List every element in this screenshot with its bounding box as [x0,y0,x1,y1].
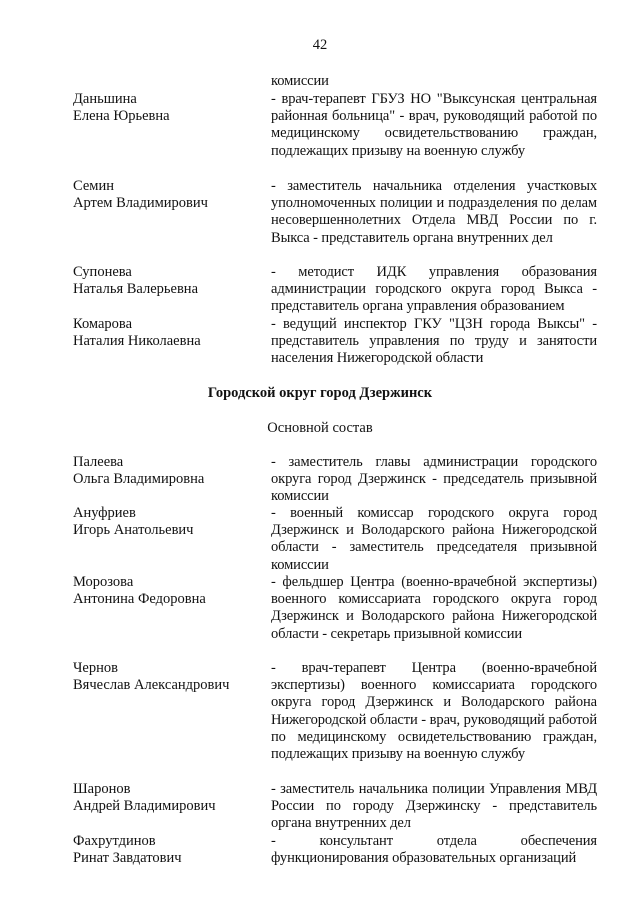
member-given-names: Вячеслав Александрович [73,677,230,694]
section-title: Городской округ город Дзержинск [207,385,433,401]
member-given-names: Наталия Николаевна [73,333,201,350]
member-role: - заместитель главы администрации городского округа город Дзержинск - председатель призывной комиссии [271,454,597,505]
member-name [73,264,263,298]
member-name [73,91,263,125]
member-name [73,316,263,350]
member-given-names: Артем Владимирович [73,195,208,212]
member-surname: Чернов [73,660,118,676]
member-surname: Супонева [73,264,132,280]
member-surname: Комарова [73,316,133,332]
member-surname: Семин [73,178,114,194]
member-role: - врач-терапевт Центра (военно-врачебной экспертизы) военного комиссариата городского округа город Дзержинск и Володарского района Нижегородской области - врач, руководящий работой по медицинскому освидетельствованию граждан, подлежащих призыву на военную службу [271,660,597,763]
page-number: 42 [312,37,328,53]
member-role: - врач-терапевт ГБУЗ НО "Выксунская центральная районная больница" - врач, руководящий работой по медицинскому освидетельствованию граждан, подлежащих призыву на военную службу [271,91,597,159]
member-name [73,781,263,815]
member-role: - фельдшер Центра (военно-врачебной экспертизы) военного комиссариата городского округа город Дзержинск и Володарского района Нижегородской области - секретарь призывной комиссии [271,574,597,642]
member-given-names: Игорь Анатольевич [73,522,194,539]
member-name [73,505,263,539]
member-name [73,454,263,488]
member-role: - методист ИДК управления образования администрации городского округа город Выкса - представитель органа управления образованием [271,264,597,315]
continuation-text: комиссии [271,73,329,89]
member-role: - ведущий инспектор ГКУ "ЦЗН города Выксы" - представитель управления по труду и занятости населения Нижегородской области [271,316,597,367]
member-role: - военный комиссар городского округа город Дзержинск и Володарского района Нижегородской области - заместитель председателя призывной комиссии [271,505,597,573]
member-given-names: Андрей Владимирович [73,798,216,815]
member-given-names: Ольга Владимировна [73,471,205,488]
member-surname: Фахрутдинов [73,833,156,849]
member-name [73,660,263,694]
member-role: - заместитель начальника отделения участковых уполномоченных полиции и подразделения по делам несовершеннолетних Отдела МВД России по г. Выкса - представитель органа внутренних дел [271,178,597,246]
member-name [73,178,263,212]
member-surname: Даньшина [73,91,137,107]
member-name [73,574,263,608]
member-surname: Ануфриев [73,505,136,521]
member-given-names: Антонина Федоровна [73,591,206,608]
member-role: - заместитель начальника полиции Управления МВД России по городу Дзержинску - представитель органа внутренних дел [271,781,597,832]
section-subtitle: Основной состав [267,420,373,436]
member-surname: Шаронов [73,781,131,797]
member-given-names: Наталья Валерьевна [73,281,198,298]
member-given-names: Елена Юрьевна [73,108,170,125]
member-given-names: Ринат Завдатович [73,850,182,867]
member-role: - консультант отдела обеспечения функционирования образовательных организаций [271,833,597,867]
member-name [73,833,263,867]
member-surname: Палеева [73,454,124,470]
member-surname: Морозова [73,574,134,590]
